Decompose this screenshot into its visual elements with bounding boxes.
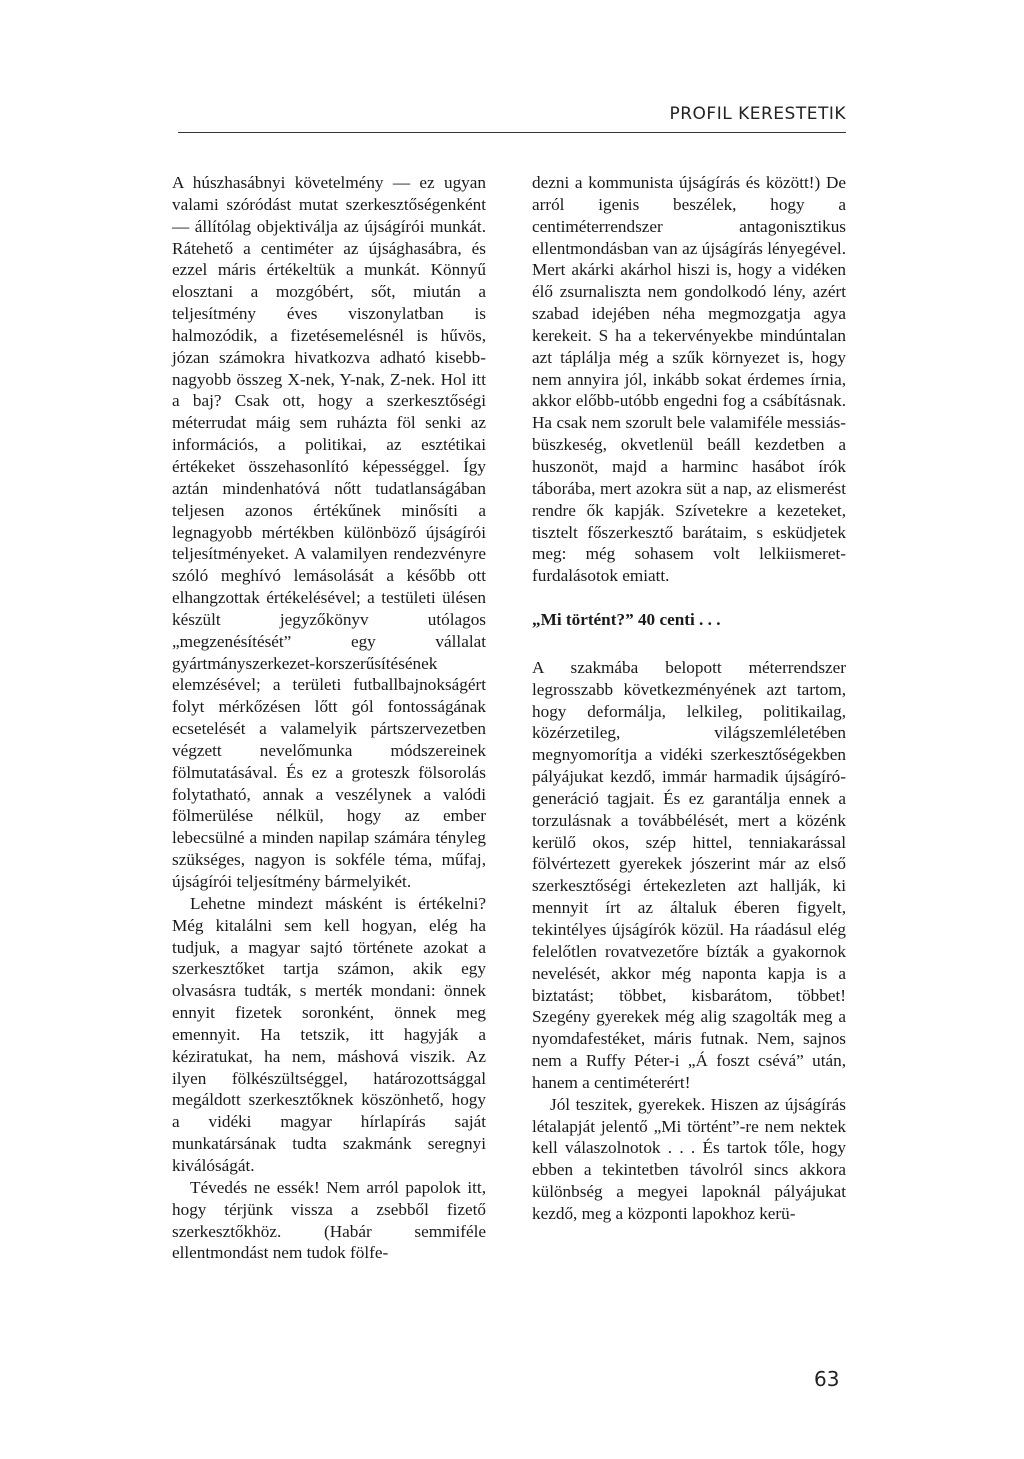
left-paragraph-2: Lehetne mindezt másként is értékelni? Még kitalálni sem kell hogyan, elég ha tudjuk, a magyar sajtó története azokat a szerkesztőket tartja számon, akik egy olvasásra tudták, s merték mondani: önnek ennyit fizetek soronként, önnek meg emennyit. Ha tetszik, itt hagyják a kéziratukat, ha nem, máshová viszik. Az ilyen fölkészültséggel, határozottsággal megáldott szerkesztőknek köszönhető, hogy a vidéki magyar hírlapírás saját munkatársának tudta szakmánk seregnyi kiválóságát. [172, 893, 486, 1175]
right-paragraph-1: dezni a kommunista újságírás és között!) De arról igenis beszélek, hogy a centiméterrendszer antagonisztikus ellentmondásban van az újságírás lényegével. Mert akárki akárhol hiszi is, hogy a vidéken élő zsurnaliszta nem gondolkodó lény, azért szabad idejében néha megmozgatja agya kerekeit. S ha a tekervényekbe mindúntalan azt táplálja még a szűk környezet is, hogy nem annyira jól, inkább sokat érdemes írnia, akkor előbb-utóbb engedni fog a csábításnak. Ha csak nem szorult bele valamiféle messiás-büszkeség, okvetlenül beáll kezdetben a huszonöt, majd a harminc hasábot írók táborába, mert azokra süt a nap, az elismerést rendre ők kapják. Szívetekre a kezeteket, tisztelt főszerkesztő barátaim, s esküdjetek meg: még sohasem volt lelkiismeret-furdalásotok emiatt. [532, 173, 846, 586]
left-column [172, 172, 486, 1264]
right-paragraph-3: Jól teszitek, gyerekek. Hiszen az újságírás létalapját jelentő „Mi történt”-re nem nektek kell válaszolnotok . . . És tartok tőle, hogy ebben a tekintetben távolról sincs akkora különbség a megyei lapoknál pályájukat kezdő, meg a központi lapokhoz kerü- [532, 1094, 846, 1223]
running-header [178, 104, 846, 144]
page-number: 63 [814, 1367, 840, 1391]
right-column [532, 172, 846, 1225]
header-title: PROFIL KERESTETIK [669, 104, 846, 124]
right-paragraph-2: A szakmába belopott méterrendszer legrosszabb következményének azt tartom, hogy deformálja, lelkileg, politikailag, közérzetileg, világszemléletében megnyomorítja a vidéki szerkesztőségekben pályájukat kezdő, immár harmadik újságíró-generáció tagjait. És ez garantálja ennek a torzulásnak a továbbélését, mert a közénk kerülő okos, szép hittel, tenniakarással fölvértezett gyerekek jószerint már az első szerkesztőségi értekezleten azt hallják, ki mennyit írt az általuk éberen figyelt, tekintélyes újságírók közül. Ha ráadásul elég felelőtlen rovatvezetőre bízták a gyakornok nevelését, akkor még naponta kapja is a biztatást; többet, kisbarátom, többet! Szegény gyerekek még alig szagolták meg a nyomdafestéket, máris futnak. Nem, sajnos nem a Ruffy Péter-i „Á foszt csévá” után, hanem a centiméterért! [532, 657, 846, 1092]
left-paragraph-1: A húszhasábnyi követelmény — ez ugyan valami szóródást mutat szerkesztőségenként — állítólag objektiválja az újságírói munkát. Rátehető a centiméter az újsághasábra, és ezzel máris értékeltük a munkát. Könnyű elosztani a mozgóbért, sőt, miután a teljesítmény éves viszonylatban is halmozódik, a fizetésemelésnél is hűvös, józan számokra hivatkozva adható kisebb-nagyobb összeg X-nek, Y-nak, Z-nek. Hol itt a baj? Csak ott, hogy a szerkesztőségi méterrudat máig sem ruházta föl senki az információs, a politikai, az esztétikai értékeket összehasonlító képességgel. Így aztán mindenhatóvá nőtt tudatlanságában teljesen azonos értékűnek minősíti a legnagyobb mértékben különböző újságírói teljesítményeket. A valamilyen rendezvényre szóló meghívó lemásolását a később ott elhangzottak értékelésével; a testületi ülésen készült jegyzőkönyv utólagos „megzenésítését” egy vállalat gyártmányszerkezet-korszerűsítésének elemzésével; a területi futballbajnokságért folyt mérkőzésen lőtt gól fontosságának ecsetelését a valamelyik pártszervezetben végzett nevelőmunka módszereinek fölmutatásával. És ez a groteszk fölsorolás folytatható, annak a veszélynek a valódi fölmerülése nélkül, hogy az ember lebecsülné a minden napilap számára tényleg szükséges, nagyon is sokféle téma, műfaj, újságírói teljesítmény bármelyikét. [172, 173, 486, 891]
left-paragraph-3: Tévedés ne essék! Nem arról papolok itt, hogy térjünk vissza a zsebből fizető szerkesztőkhöz. (Habár semmiféle ellentmondást nem tudok fölfe- [172, 1177, 486, 1263]
header-rule [178, 132, 846, 133]
section-subheading: „Mi történt?” 40 centi . . . [532, 610, 721, 630]
